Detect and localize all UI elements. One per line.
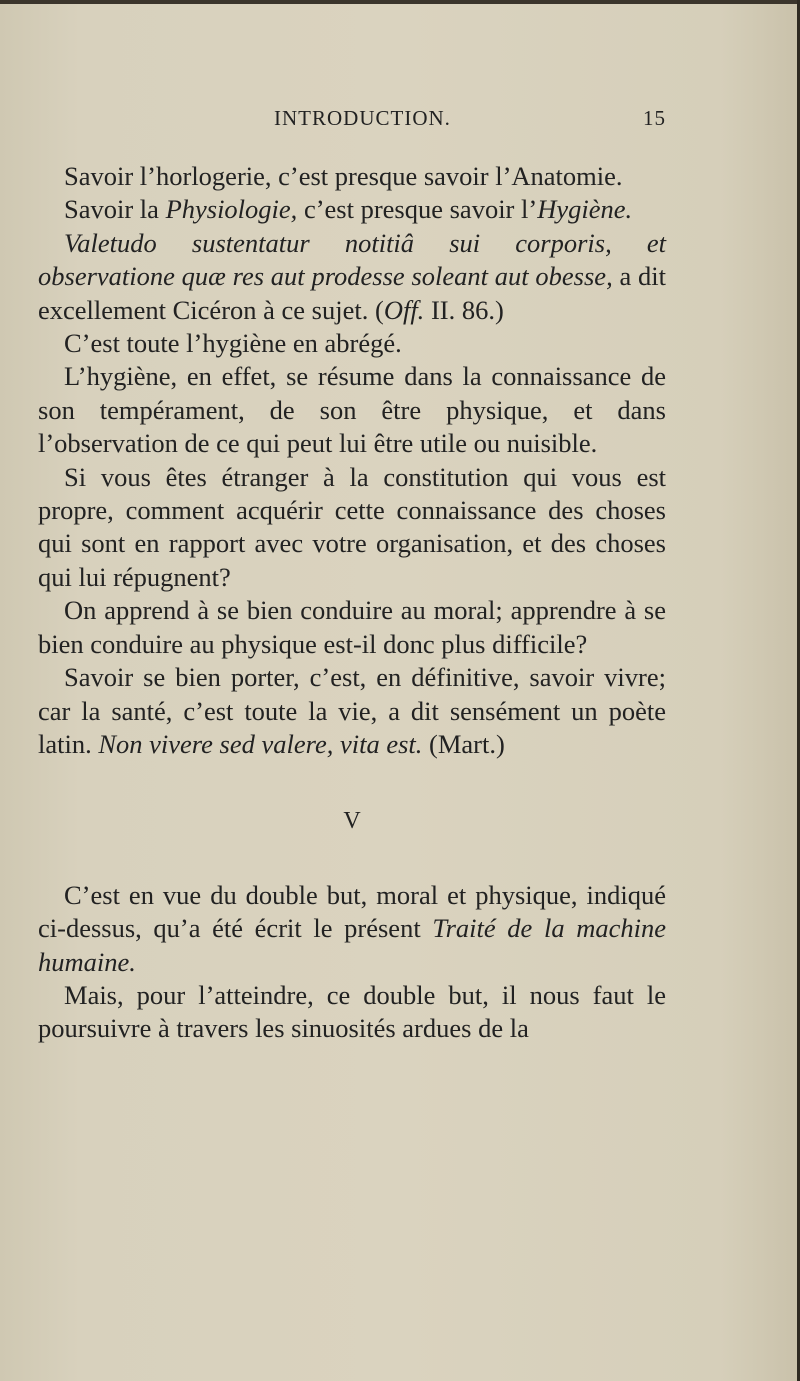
paragraph [38,360,666,460]
page-number: 15 [643,106,666,130]
top-border [0,0,800,4]
latin-quote: Valetudo sustentatur notitiâ sui corporis, et observatione quæ res aut prodesse soleant aut obesse, [38,227,666,292]
paragraph-text: Si vous êtes étranger à la constitution qui vous est propre, comment acquérir cette connaissance des choses qui sont en rapport avec votre organisation, et des choses qui lui répugnent? [38,461,666,592]
paragraph [38,160,666,193]
paragraph [38,461,666,595]
paragraph-text: L’hygiène, en effet, se résume dans la connaissance de son tempérament, de son être physique, et dans l’observation de ce qui peut lui être utile ou nuisible. [38,361,666,459]
paragraph-text: c’est presque savoir l’ [297,194,538,225]
paragraph-text: On apprend à se bien conduire au moral; apprendre à se bien conduire au physique est-il donc plus difficile? [38,595,666,659]
running-title: INTRODUCTION. [274,106,451,130]
italic-text: Off. [383,294,425,325]
paragraph-text: II. 86.) [424,294,504,325]
paragraph-text: Savoir la [64,194,166,225]
italic-text: Hygiène. [537,194,633,225]
paragraph-text: Savoir l’horlogerie, c’est presque savoir l’Anatomie. [64,161,623,191]
body-text [38,160,666,1046]
paragraph-text: (Mart.) [422,728,505,759]
paragraph [38,327,666,360]
paragraph-text: a dit excellement Cicéron à ce sujet. ( [38,261,666,325]
italic-text: Physiologie, [165,194,298,225]
paragraph-text: C’est toute l’hygiène en abrégé. [64,328,402,359]
running-header [38,106,666,136]
section-heading: V [343,808,361,835]
paragraph-text: Mais, pour l’atteindre, ce double but, il nous faut le poursuivre à travers les sinuosités ardues de la [38,979,666,1044]
paragraph-text: Savoir se bien porter, c’est, en définitive, savoir vivre; car la santé, c’est toute la vie, a dit sensément un poète latin. [38,662,666,759]
paragraph [38,193,666,226]
latin-quote: Non vivere sed valere, vita est. [98,728,423,759]
paragraph [38,979,666,1046]
paragraph [38,879,666,979]
paragraph [38,661,666,761]
paragraph [38,594,666,661]
paragraph-text: C’est en vue du double but, moral et physique, indiqué ci-dessus, qu’a été écrit le présent [38,879,666,944]
paragraph [38,227,666,327]
italic-text: Traité de la machine humaine. [38,913,666,977]
